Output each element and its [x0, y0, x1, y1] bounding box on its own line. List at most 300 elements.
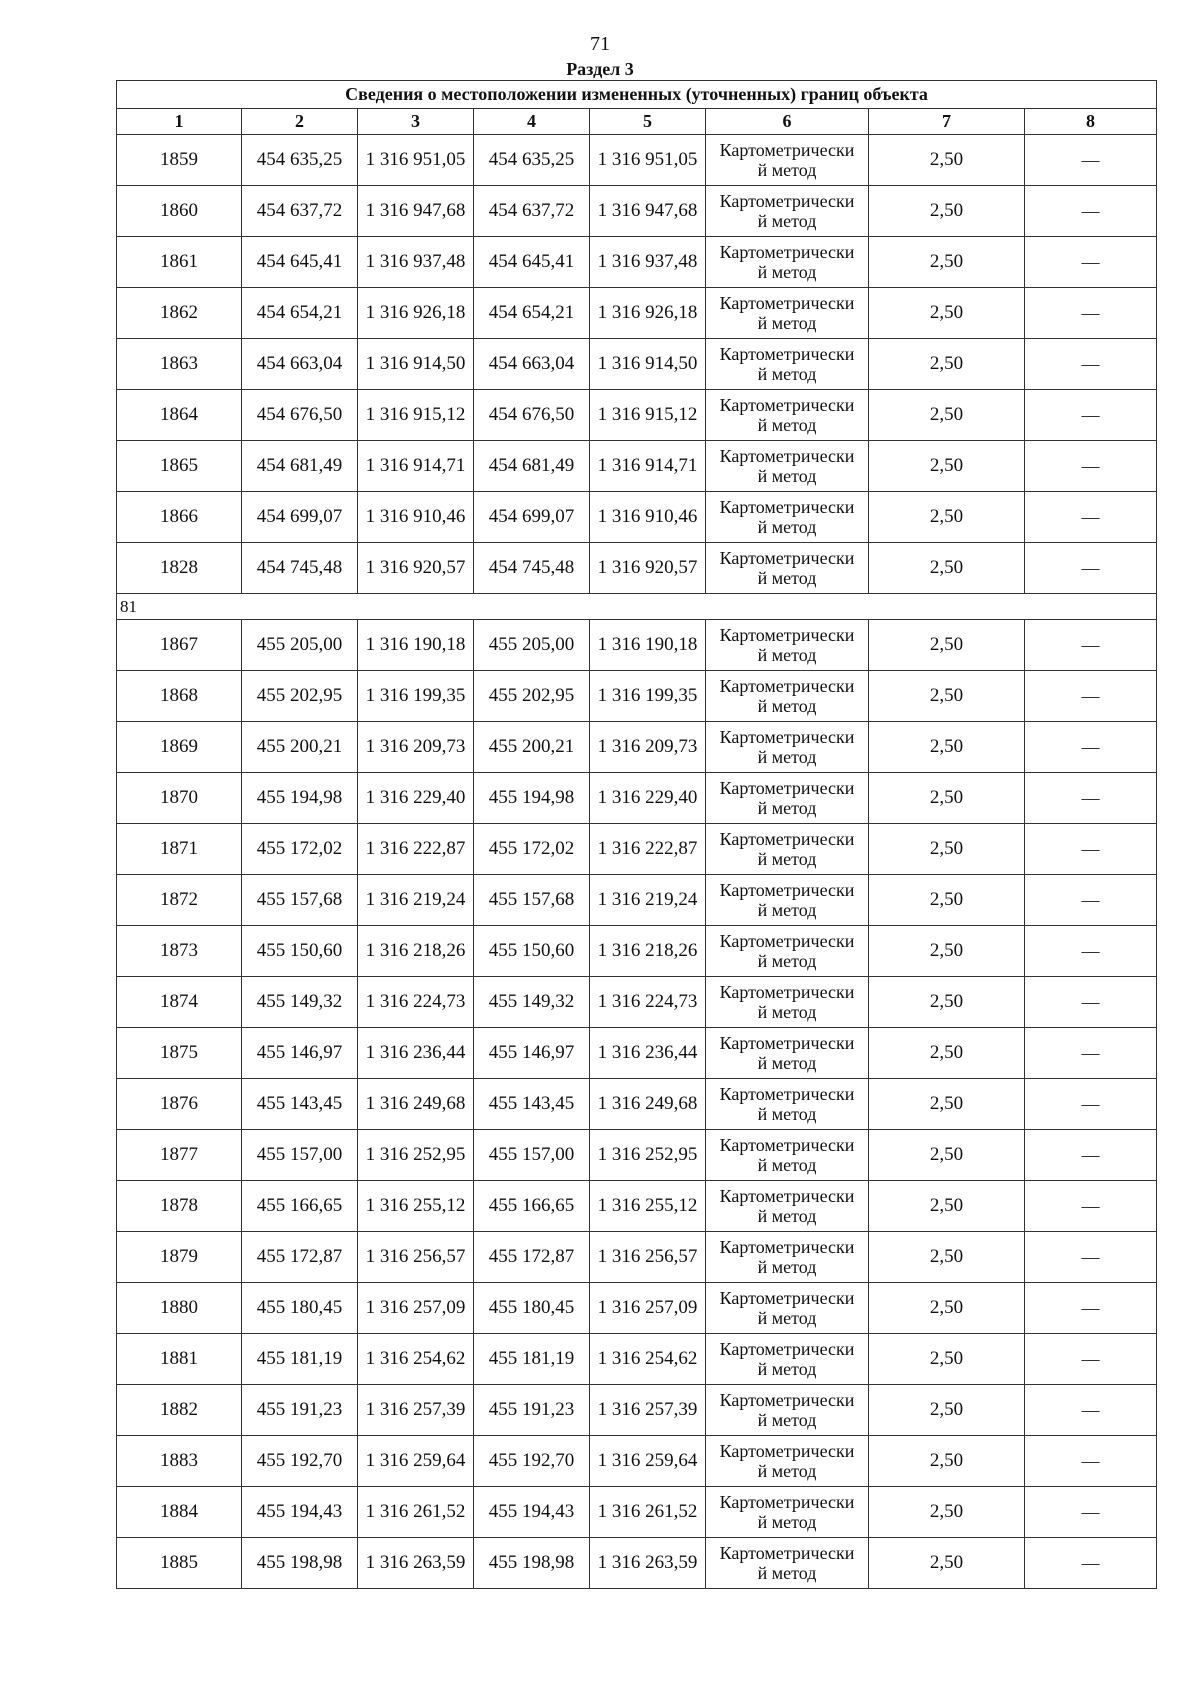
method-line-2: й метод	[757, 1410, 817, 1430]
note-cell: —	[1025, 722, 1157, 773]
accuracy-cell: 2,50	[869, 543, 1025, 594]
table-row	[117, 977, 1157, 1028]
new-y-cell: 1 316 910,46	[590, 492, 706, 543]
table-row	[117, 492, 1157, 543]
table-row	[117, 773, 1157, 824]
existing-y-cell: 1 316 947,68	[358, 186, 474, 237]
existing-x-cell: 454 663,04	[242, 339, 358, 390]
note-cell: —	[1025, 1181, 1157, 1232]
method-line-1: Картометрически	[719, 497, 855, 517]
method-line-2: й метод	[757, 900, 817, 920]
note-cell: —	[1025, 926, 1157, 977]
column-header: 7	[869, 109, 1025, 135]
accuracy-cell: 2,50	[869, 620, 1025, 671]
table-row	[117, 875, 1157, 926]
method-line-1: Картометрически	[719, 778, 855, 798]
new-x-cell: 454 699,07	[474, 492, 590, 543]
accuracy-cell: 2,50	[869, 1487, 1025, 1538]
point-number-cell: 1860	[117, 186, 242, 237]
method-line-2: й метод	[757, 645, 817, 665]
new-x-cell: 455 191,23	[474, 1385, 590, 1436]
note-cell: —	[1025, 1232, 1157, 1283]
table-row	[117, 1385, 1157, 1436]
point-number-cell: 1879	[117, 1232, 242, 1283]
table-row	[117, 543, 1157, 594]
accuracy-cell: 2,50	[869, 237, 1025, 288]
method-cell	[706, 1334, 869, 1385]
method-line-1: Картометрически	[719, 625, 855, 645]
existing-y-cell: 1 316 914,71	[358, 441, 474, 492]
method-cell	[706, 620, 869, 671]
method-line-2: й метод	[757, 160, 817, 180]
existing-y-cell: 1 316 914,50	[358, 339, 474, 390]
existing-x-cell: 455 157,00	[242, 1130, 358, 1181]
note-cell: —	[1025, 1436, 1157, 1487]
table-row	[117, 1079, 1157, 1130]
accuracy-cell: 2,50	[869, 926, 1025, 977]
new-y-cell: 1 316 252,95	[590, 1130, 706, 1181]
note-cell: —	[1025, 339, 1157, 390]
existing-x-cell: 455 157,68	[242, 875, 358, 926]
accuracy-cell: 2,50	[869, 135, 1025, 186]
table-row	[117, 620, 1157, 671]
column-header: 3	[358, 109, 474, 135]
new-x-cell: 454 681,49	[474, 441, 590, 492]
table-row	[117, 186, 1157, 237]
section-title: Раздел 3	[566, 59, 634, 79]
new-y-cell: 1 316 947,68	[590, 186, 706, 237]
note-cell: —	[1025, 237, 1157, 288]
method-line-2: й метод	[757, 1155, 817, 1175]
method-line-2: й метод	[757, 1563, 817, 1583]
contour-label: 81	[117, 594, 1157, 620]
boundary-coordinates-table	[116, 80, 1157, 1589]
point-number-cell: 1864	[117, 390, 242, 441]
new-x-cell: 454 637,72	[474, 186, 590, 237]
method-line-1: Картометрически	[719, 344, 855, 364]
note-cell: —	[1025, 773, 1157, 824]
new-x-cell: 454 635,25	[474, 135, 590, 186]
new-y-cell: 1 316 199,35	[590, 671, 706, 722]
new-x-cell: 454 676,50	[474, 390, 590, 441]
new-y-cell: 1 316 224,73	[590, 977, 706, 1028]
method-cell	[706, 543, 869, 594]
method-line-2: й метод	[757, 262, 817, 282]
method-cell	[706, 1283, 869, 1334]
table-row	[117, 926, 1157, 977]
table-row	[117, 339, 1157, 390]
method-line-1: Картометрически	[719, 982, 855, 1002]
method-line-2: й метод	[757, 798, 817, 818]
note-cell: —	[1025, 492, 1157, 543]
note-cell: —	[1025, 1130, 1157, 1181]
point-number-cell: 1865	[117, 441, 242, 492]
method-line-1: Картометрически	[719, 140, 855, 160]
new-y-cell: 1 316 222,87	[590, 824, 706, 875]
table-row	[117, 441, 1157, 492]
new-y-cell: 1 316 219,24	[590, 875, 706, 926]
accuracy-cell: 2,50	[869, 824, 1025, 875]
note-cell: —	[1025, 671, 1157, 722]
method-line-2: й метод	[757, 364, 817, 384]
point-number-cell: 1868	[117, 671, 242, 722]
new-x-cell: 454 654,21	[474, 288, 590, 339]
existing-x-cell: 455 191,23	[242, 1385, 358, 1436]
method-line-1: Картометрически	[719, 727, 855, 747]
point-number-cell: 1874	[117, 977, 242, 1028]
accuracy-cell: 2,50	[869, 1130, 1025, 1181]
point-number-cell: 1876	[117, 1079, 242, 1130]
point-number-cell: 1878	[117, 1181, 242, 1232]
new-x-cell: 455 194,98	[474, 773, 590, 824]
column-header: 6	[706, 109, 869, 135]
method-line-1: Картометрически	[719, 395, 855, 415]
table-row	[117, 390, 1157, 441]
accuracy-cell: 2,50	[869, 1028, 1025, 1079]
method-line-2: й метод	[757, 517, 817, 537]
column-header: 1	[117, 109, 242, 135]
point-number-cell: 1883	[117, 1436, 242, 1487]
method-line-2: й метод	[757, 951, 817, 971]
new-x-cell: 455 157,00	[474, 1130, 590, 1181]
existing-x-cell: 455 172,87	[242, 1232, 358, 1283]
method-line-1: Картометрически	[719, 1441, 855, 1461]
table-row	[117, 288, 1157, 339]
existing-x-cell: 454 681,49	[242, 441, 358, 492]
existing-x-cell: 455 150,60	[242, 926, 358, 977]
existing-y-cell: 1 316 224,73	[358, 977, 474, 1028]
new-x-cell: 455 150,60	[474, 926, 590, 977]
method-line-1: Картометрически	[719, 446, 855, 466]
table-row	[117, 1028, 1157, 1079]
new-x-cell: 455 143,45	[474, 1079, 590, 1130]
method-cell	[706, 441, 869, 492]
method-cell	[706, 824, 869, 875]
point-number-cell: 1880	[117, 1283, 242, 1334]
method-line-1: Картометрически	[719, 1033, 855, 1053]
method-cell	[706, 875, 869, 926]
existing-y-cell: 1 316 937,48	[358, 237, 474, 288]
note-cell: —	[1025, 1334, 1157, 1385]
existing-x-cell: 454 745,48	[242, 543, 358, 594]
table-title-row	[117, 81, 1157, 109]
note-cell: —	[1025, 543, 1157, 594]
method-cell	[706, 1436, 869, 1487]
accuracy-cell: 2,50	[869, 441, 1025, 492]
table-row	[117, 1436, 1157, 1487]
new-y-cell: 1 316 255,12	[590, 1181, 706, 1232]
method-line-1: Картометрически	[719, 1288, 855, 1308]
point-number-cell: 1875	[117, 1028, 242, 1079]
note-cell: —	[1025, 1283, 1157, 1334]
new-x-cell: 455 180,45	[474, 1283, 590, 1334]
existing-y-cell: 1 316 222,87	[358, 824, 474, 875]
existing-x-cell: 455 194,43	[242, 1487, 358, 1538]
existing-x-cell: 455 172,02	[242, 824, 358, 875]
note-cell: —	[1025, 1487, 1157, 1538]
table-row	[117, 1334, 1157, 1385]
method-cell	[706, 492, 869, 543]
new-y-cell: 1 316 926,18	[590, 288, 706, 339]
new-x-cell: 454 663,04	[474, 339, 590, 390]
table-row	[117, 1283, 1157, 1334]
note-cell: —	[1025, 1079, 1157, 1130]
existing-x-cell: 455 202,95	[242, 671, 358, 722]
method-cell	[706, 186, 869, 237]
point-number-cell: 1871	[117, 824, 242, 875]
method-cell	[706, 722, 869, 773]
accuracy-cell: 2,50	[869, 1232, 1025, 1283]
accuracy-cell: 2,50	[869, 1538, 1025, 1589]
method-cell	[706, 135, 869, 186]
method-line-2: й метод	[757, 415, 817, 435]
point-number-cell: 1870	[117, 773, 242, 824]
method-cell	[706, 1130, 869, 1181]
new-x-cell: 455 198,98	[474, 1538, 590, 1589]
method-cell	[706, 390, 869, 441]
existing-x-cell: 455 205,00	[242, 620, 358, 671]
column-header: 8	[1025, 109, 1157, 135]
new-x-cell: 455 202,95	[474, 671, 590, 722]
method-line-2: й метод	[757, 313, 817, 333]
table-row	[117, 1232, 1157, 1283]
method-cell	[706, 977, 869, 1028]
accuracy-cell: 2,50	[869, 288, 1025, 339]
new-y-cell: 1 316 937,48	[590, 237, 706, 288]
method-cell	[706, 1385, 869, 1436]
column-number-row	[117, 109, 1157, 135]
new-x-cell: 455 181,19	[474, 1334, 590, 1385]
table-title: Сведения о местоположении измененных (уточненных) границ объекта	[117, 81, 1157, 109]
accuracy-cell: 2,50	[869, 186, 1025, 237]
new-x-cell: 455 172,02	[474, 824, 590, 875]
existing-x-cell: 455 181,19	[242, 1334, 358, 1385]
new-y-cell: 1 316 249,68	[590, 1079, 706, 1130]
new-y-cell: 1 316 256,57	[590, 1232, 706, 1283]
column-header: 2	[242, 109, 358, 135]
method-line-2: й метод	[757, 568, 817, 588]
new-y-cell: 1 316 259,64	[590, 1436, 706, 1487]
note-cell: —	[1025, 620, 1157, 671]
accuracy-cell: 2,50	[869, 671, 1025, 722]
existing-x-cell: 454 699,07	[242, 492, 358, 543]
existing-y-cell: 1 316 252,95	[358, 1130, 474, 1181]
new-x-cell: 455 157,68	[474, 875, 590, 926]
new-y-cell: 1 316 209,73	[590, 722, 706, 773]
existing-x-cell: 454 637,72	[242, 186, 358, 237]
method-cell	[706, 339, 869, 390]
method-line-2: й метод	[757, 1104, 817, 1124]
note-cell: —	[1025, 824, 1157, 875]
new-x-cell: 455 200,21	[474, 722, 590, 773]
method-line-1: Картометрически	[719, 191, 855, 211]
new-y-cell: 1 316 261,52	[590, 1487, 706, 1538]
method-line-2: й метод	[757, 849, 817, 869]
new-y-cell: 1 316 218,26	[590, 926, 706, 977]
method-cell	[706, 237, 869, 288]
accuracy-cell: 2,50	[869, 1385, 1025, 1436]
new-x-cell: 455 205,00	[474, 620, 590, 671]
existing-x-cell: 454 635,25	[242, 135, 358, 186]
method-line-2: й метод	[757, 1002, 817, 1022]
method-line-1: Картометрически	[719, 548, 855, 568]
existing-y-cell: 1 316 910,46	[358, 492, 474, 543]
method-cell	[706, 1079, 869, 1130]
method-cell	[706, 926, 869, 977]
point-number-cell: 1859	[117, 135, 242, 186]
note-cell: —	[1025, 135, 1157, 186]
new-y-cell: 1 316 257,09	[590, 1283, 706, 1334]
method-line-1: Картометрически	[719, 1135, 855, 1155]
method-line-1: Картометрически	[719, 242, 855, 262]
method-line-1: Картометрически	[719, 676, 855, 696]
new-y-cell: 1 316 190,18	[590, 620, 706, 671]
accuracy-cell: 2,50	[869, 1334, 1025, 1385]
existing-y-cell: 1 316 190,18	[358, 620, 474, 671]
method-line-2: й метод	[757, 1053, 817, 1073]
accuracy-cell: 2,50	[869, 977, 1025, 1028]
method-line-2: й метод	[757, 1461, 817, 1481]
existing-y-cell: 1 316 254,62	[358, 1334, 474, 1385]
page-number: 71	[590, 33, 610, 55]
new-x-cell: 454 745,48	[474, 543, 590, 594]
existing-y-cell: 1 316 199,35	[358, 671, 474, 722]
existing-x-cell: 455 198,98	[242, 1538, 358, 1589]
method-cell	[706, 773, 869, 824]
existing-x-cell: 455 166,65	[242, 1181, 358, 1232]
table-row	[117, 722, 1157, 773]
method-line-1: Картометрически	[719, 1186, 855, 1206]
existing-x-cell: 455 149,32	[242, 977, 358, 1028]
new-x-cell: 455 149,32	[474, 977, 590, 1028]
method-line-2: й метод	[757, 1206, 817, 1226]
accuracy-cell: 2,50	[869, 339, 1025, 390]
method-line-2: й метод	[757, 1359, 817, 1379]
method-line-1: Картометрически	[719, 1339, 855, 1359]
existing-y-cell: 1 316 255,12	[358, 1181, 474, 1232]
method-cell	[706, 1028, 869, 1079]
point-number-cell: 1866	[117, 492, 242, 543]
method-line-1: Картометрически	[719, 1543, 855, 1563]
existing-y-cell: 1 316 236,44	[358, 1028, 474, 1079]
note-cell: —	[1025, 288, 1157, 339]
table-row	[117, 135, 1157, 186]
method-cell	[706, 1487, 869, 1538]
column-header: 5	[590, 109, 706, 135]
existing-y-cell: 1 316 209,73	[358, 722, 474, 773]
existing-y-cell: 1 316 257,09	[358, 1283, 474, 1334]
accuracy-cell: 2,50	[869, 1181, 1025, 1232]
point-number-cell: 1882	[117, 1385, 242, 1436]
point-number-cell: 1869	[117, 722, 242, 773]
new-x-cell: 454 645,41	[474, 237, 590, 288]
existing-y-cell: 1 316 249,68	[358, 1079, 474, 1130]
new-y-cell: 1 316 257,39	[590, 1385, 706, 1436]
table-row	[117, 1487, 1157, 1538]
point-number-cell: 1881	[117, 1334, 242, 1385]
point-number-cell: 1861	[117, 237, 242, 288]
accuracy-cell: 2,50	[869, 1283, 1025, 1334]
existing-x-cell: 455 143,45	[242, 1079, 358, 1130]
method-line-1: Картометрически	[719, 931, 855, 951]
method-line-2: й метод	[757, 211, 817, 231]
point-number-cell: 1885	[117, 1538, 242, 1589]
new-x-cell: 455 146,97	[474, 1028, 590, 1079]
existing-x-cell: 455 180,45	[242, 1283, 358, 1334]
point-number-cell: 1862	[117, 288, 242, 339]
existing-y-cell: 1 316 915,12	[358, 390, 474, 441]
table-row	[117, 1538, 1157, 1589]
existing-x-cell: 454 654,21	[242, 288, 358, 339]
existing-x-cell: 454 645,41	[242, 237, 358, 288]
new-y-cell: 1 316 254,62	[590, 1334, 706, 1385]
method-line-1: Картометрически	[719, 293, 855, 313]
existing-x-cell: 455 200,21	[242, 722, 358, 773]
existing-y-cell: 1 316 920,57	[358, 543, 474, 594]
accuracy-cell: 2,50	[869, 1079, 1025, 1130]
table-row	[117, 671, 1157, 722]
method-cell	[706, 288, 869, 339]
table-body	[117, 135, 1157, 1589]
note-cell: —	[1025, 390, 1157, 441]
method-line-2: й метод	[757, 1512, 817, 1532]
point-number-cell: 1867	[117, 620, 242, 671]
new-x-cell: 455 166,65	[474, 1181, 590, 1232]
existing-y-cell: 1 316 218,26	[358, 926, 474, 977]
method-cell	[706, 1181, 869, 1232]
existing-y-cell: 1 316 256,57	[358, 1232, 474, 1283]
accuracy-cell: 2,50	[869, 1436, 1025, 1487]
method-line-1: Картометрически	[719, 880, 855, 900]
note-cell: —	[1025, 441, 1157, 492]
table-row	[117, 1181, 1157, 1232]
existing-y-cell: 1 316 261,52	[358, 1487, 474, 1538]
new-y-cell: 1 316 951,05	[590, 135, 706, 186]
method-cell	[706, 1232, 869, 1283]
point-number-cell: 1872	[117, 875, 242, 926]
table-row	[117, 1130, 1157, 1181]
accuracy-cell: 2,50	[869, 875, 1025, 926]
new-y-cell: 1 316 236,44	[590, 1028, 706, 1079]
table-row	[117, 237, 1157, 288]
existing-x-cell: 455 192,70	[242, 1436, 358, 1487]
point-number-cell: 1828	[117, 543, 242, 594]
method-line-1: Картометрически	[719, 1390, 855, 1410]
new-x-cell: 455 172,87	[474, 1232, 590, 1283]
column-header: 4	[474, 109, 590, 135]
new-y-cell: 1 316 914,71	[590, 441, 706, 492]
method-cell	[706, 1538, 869, 1589]
new-y-cell: 1 316 263,59	[590, 1538, 706, 1589]
note-cell: —	[1025, 875, 1157, 926]
accuracy-cell: 2,50	[869, 773, 1025, 824]
new-y-cell: 1 316 915,12	[590, 390, 706, 441]
existing-y-cell: 1 316 229,40	[358, 773, 474, 824]
method-line-1: Картометрически	[719, 1492, 855, 1512]
existing-x-cell: 455 194,98	[242, 773, 358, 824]
table-row	[117, 824, 1157, 875]
method-line-1: Картометрически	[719, 829, 855, 849]
method-cell	[706, 671, 869, 722]
note-cell: —	[1025, 1028, 1157, 1079]
point-number-cell: 1877	[117, 1130, 242, 1181]
method-line-2: й метод	[757, 466, 817, 486]
new-x-cell: 455 194,43	[474, 1487, 590, 1538]
point-number-cell: 1884	[117, 1487, 242, 1538]
existing-x-cell: 454 676,50	[242, 390, 358, 441]
method-line-1: Картометрически	[719, 1237, 855, 1257]
accuracy-cell: 2,50	[869, 390, 1025, 441]
